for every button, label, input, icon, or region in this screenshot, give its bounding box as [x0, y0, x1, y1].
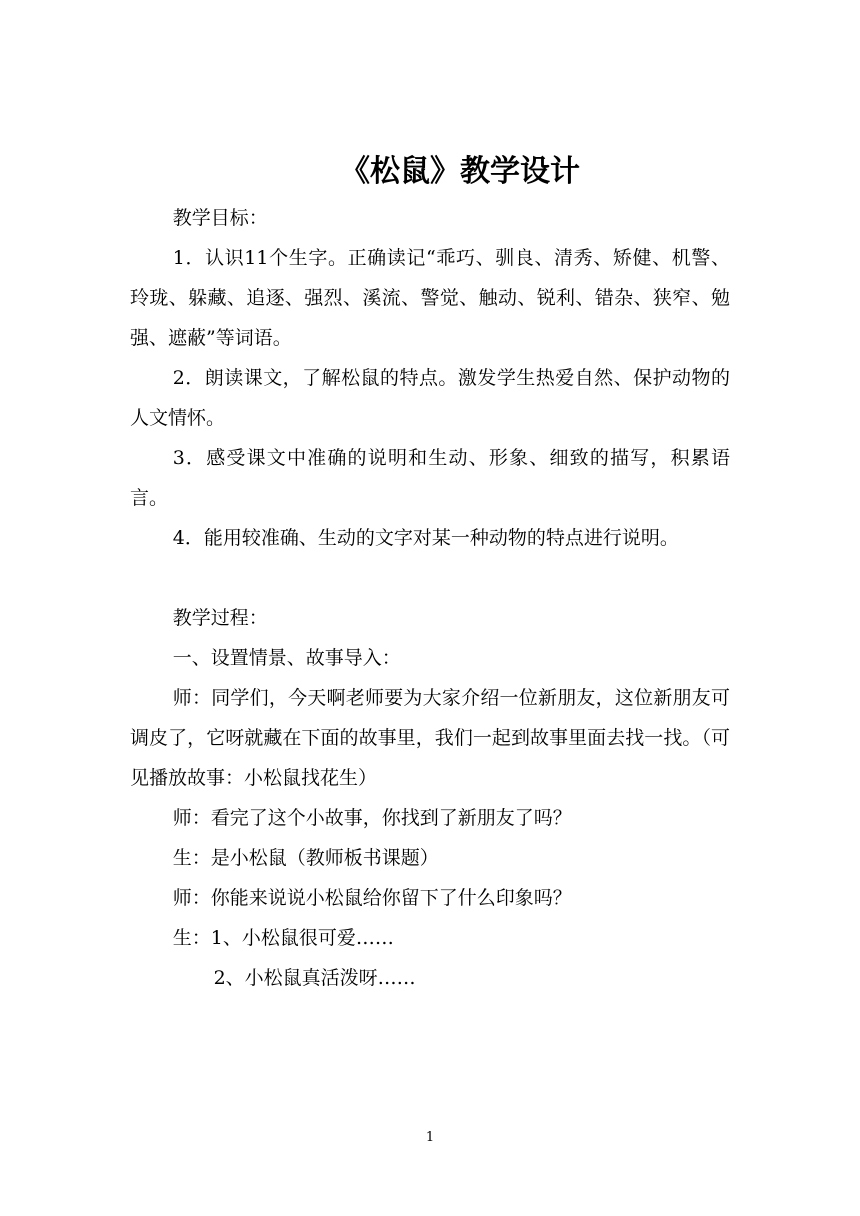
dialogue-line: 师：同学们，今天啊老师要为大家介绍一位新朋友，这位新朋友可调皮了，它呀就藏在下面的故事里，我们一起到故事里面去找一找。（可见播放故事：小松鼠找花生） — [130, 687, 730, 789]
paragraph-gap — [130, 558, 730, 598]
dialogue-line: 生：1、小松鼠很可爱…… — [172, 927, 394, 949]
page-number: 1 — [425, 1130, 435, 1145]
dialogue-line: 师：看完了这个小故事，你找到了新朋友了吗？ — [172, 807, 572, 829]
dialogue-line: 2、小松鼠真活泼呀…… — [213, 967, 416, 989]
objective-item: 3．感受课文中准确的说明和生动、形象、细致的描写，积累语言。 — [130, 447, 730, 509]
objective-item: 4．能用较准确、生动的文字对某一种动物的特点进行说明。 — [172, 527, 679, 549]
dialogue-line: 生：是小松鼠（教师板书课题） — [172, 847, 439, 869]
objective-item: 2．朗读课文，了解松鼠的特点。激发学生热爱自然、保护动物的人文情怀。 — [130, 367, 730, 429]
document-body — [130, 198, 730, 998]
document-title: 《松鼠》教学设计 — [340, 154, 580, 189]
process-heading: 教学过程： — [172, 607, 268, 629]
objective-item: 1．认识11个生字。正确读记“乖巧、驯良、清秀、矫健、机警、玲珑、躲藏、追逐、强烈、溪流、警觉、触动、锐利、错杂、狭窄、勉强、遮蔽”等词语。 — [130, 247, 730, 349]
dialogue-line: 师：你能来说说小松鼠给你留下了什么印象吗？ — [172, 887, 572, 909]
section-heading: 一、设置情景、故事导入： — [172, 647, 401, 669]
objectives-heading: 教学目标： — [172, 207, 268, 229]
